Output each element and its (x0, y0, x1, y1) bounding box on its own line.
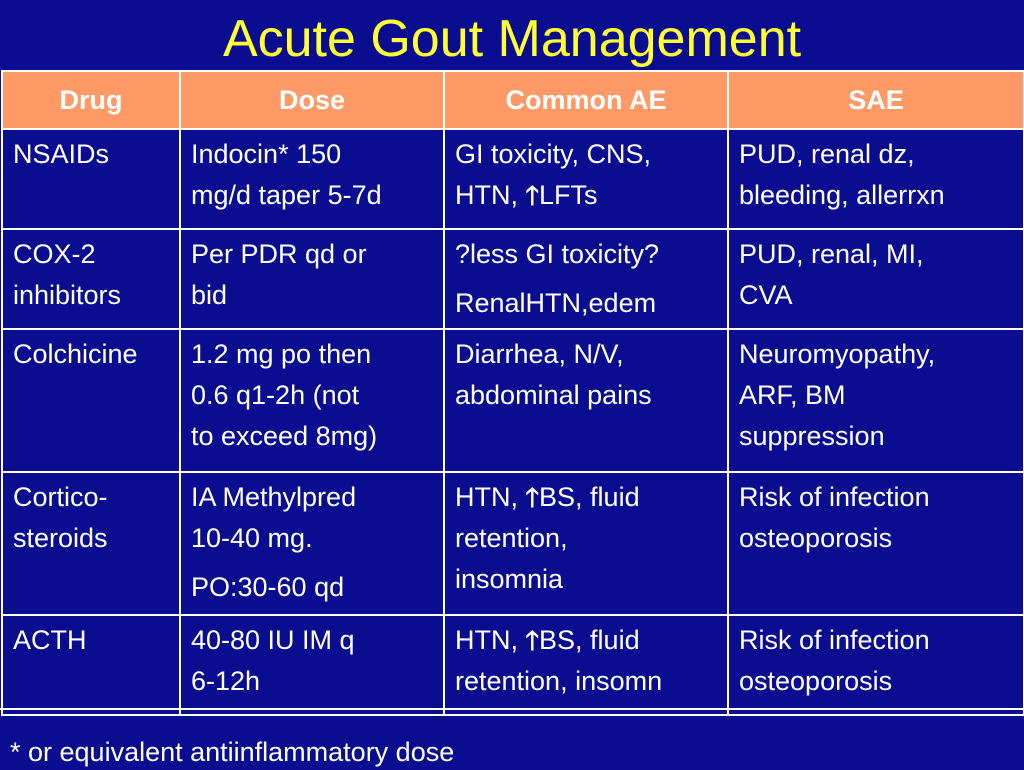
cell-text-with-arrow (455, 620, 719, 661)
cell-drug (2, 129, 180, 229)
table-header-row (2, 71, 1024, 129)
cell-dose (180, 615, 444, 715)
cell-text: 1.2 mg po then (191, 339, 372, 369)
cell-text: CVA (739, 280, 793, 310)
cell-text: IA Methylpred (191, 482, 357, 512)
cell-text: RenalHTN,edem (455, 288, 657, 318)
cell-text: Per PDR qd or (191, 239, 367, 269)
cell-text: BS, fluid (539, 482, 640, 512)
cell-text: Cortico- (13, 482, 108, 512)
cell-text: osteoporosis (739, 523, 893, 553)
cell-text: COX-2 (13, 239, 96, 269)
cell-text: 0.6 q1-2h (not (191, 380, 360, 410)
header-drug: Drug (2, 71, 180, 129)
cell-text: suppression (739, 421, 885, 451)
cell-text: Colchicine (13, 339, 138, 369)
cell-text: mg/d taper 5-7d (191, 180, 382, 210)
cell-text: insomnia (455, 564, 564, 594)
cell-drug (2, 615, 180, 715)
cell-sae (728, 329, 1024, 472)
table-row (2, 129, 1024, 229)
cell-text: HTN, (455, 625, 526, 655)
cell-text: Indocin* 150 (191, 139, 342, 169)
cell-dose (180, 472, 444, 615)
cell-dose (180, 129, 444, 229)
up-arrow-icon: 🡑 (525, 482, 540, 512)
cell-text: ARF, BM (739, 380, 846, 410)
table-row (2, 229, 1024, 329)
cell-common-ae (444, 129, 728, 229)
cell-text: retention, insomn (455, 666, 663, 696)
cell-dose (180, 329, 444, 472)
cell-common-ae (444, 329, 728, 472)
cell-common-ae (444, 615, 728, 715)
cell-text: GI toxicity, CNS, (455, 139, 652, 169)
cell-sae (728, 229, 1024, 329)
cell-text: NSAIDs (13, 139, 110, 169)
cell-text: ACTH (13, 625, 87, 655)
gout-management-table (1, 70, 1024, 716)
cell-common-ae (444, 472, 728, 615)
cell-text: PUD, renal dz, (739, 139, 915, 169)
up-arrow-icon: 🡑 (525, 180, 540, 210)
cell-dose (180, 229, 444, 329)
cell-sae (728, 129, 1024, 229)
cell-text-with-arrow (455, 477, 719, 518)
cell-text: abdominal pains (455, 380, 652, 410)
cell-text: PO:30-60 qd (191, 572, 345, 602)
cell-text: BS, fluid (539, 625, 640, 655)
cell-text: osteoporosis (739, 666, 893, 696)
cell-text: ?less GI toxicity? (455, 239, 660, 269)
header-sae: SAE (728, 71, 1024, 129)
cell-text: 10-40 mg. (191, 523, 313, 553)
header-dose: Dose (180, 71, 444, 129)
footer-divider (0, 708, 1024, 710)
cell-text: Risk of infection (739, 625, 930, 655)
cell-text: Diarrhea, N/V, (455, 339, 624, 369)
table-row (2, 615, 1024, 715)
cell-text: HTN, (455, 180, 526, 210)
cell-drug (2, 472, 180, 615)
cell-drug (2, 229, 180, 329)
cell-text: 40-80 IU IM q (191, 625, 355, 655)
slide-title: Acute Gout Management (222, 10, 802, 68)
table-row (2, 472, 1024, 615)
cell-text: Risk of infection (739, 482, 930, 512)
cell-text: LFTs (539, 180, 598, 210)
cell-text: inhibitors (13, 280, 122, 310)
cell-drug (2, 329, 180, 472)
header-common-ae: Common AE (444, 71, 728, 129)
cell-sae (728, 472, 1024, 615)
cell-text-with-arrow (455, 175, 719, 216)
cell-text: 6-12h (191, 666, 261, 696)
cell-text: to exceed 8mg) (191, 421, 378, 451)
cell-text: HTN, (455, 482, 526, 512)
cell-text: retention, (455, 523, 568, 553)
cell-text: Neuromyopathy, (739, 339, 936, 369)
cell-text: PUD, renal, MI, (739, 239, 924, 269)
table-row (2, 329, 1024, 472)
cell-sae (728, 615, 1024, 715)
footnote: * or equivalent antiinflammatory dose (10, 737, 455, 767)
cell-text: steroids (13, 523, 108, 553)
cell-text: bid (191, 280, 228, 310)
cell-text: bleeding, allerrxn (739, 180, 945, 210)
cell-common-ae (444, 229, 728, 329)
up-arrow-icon: 🡑 (525, 625, 540, 655)
